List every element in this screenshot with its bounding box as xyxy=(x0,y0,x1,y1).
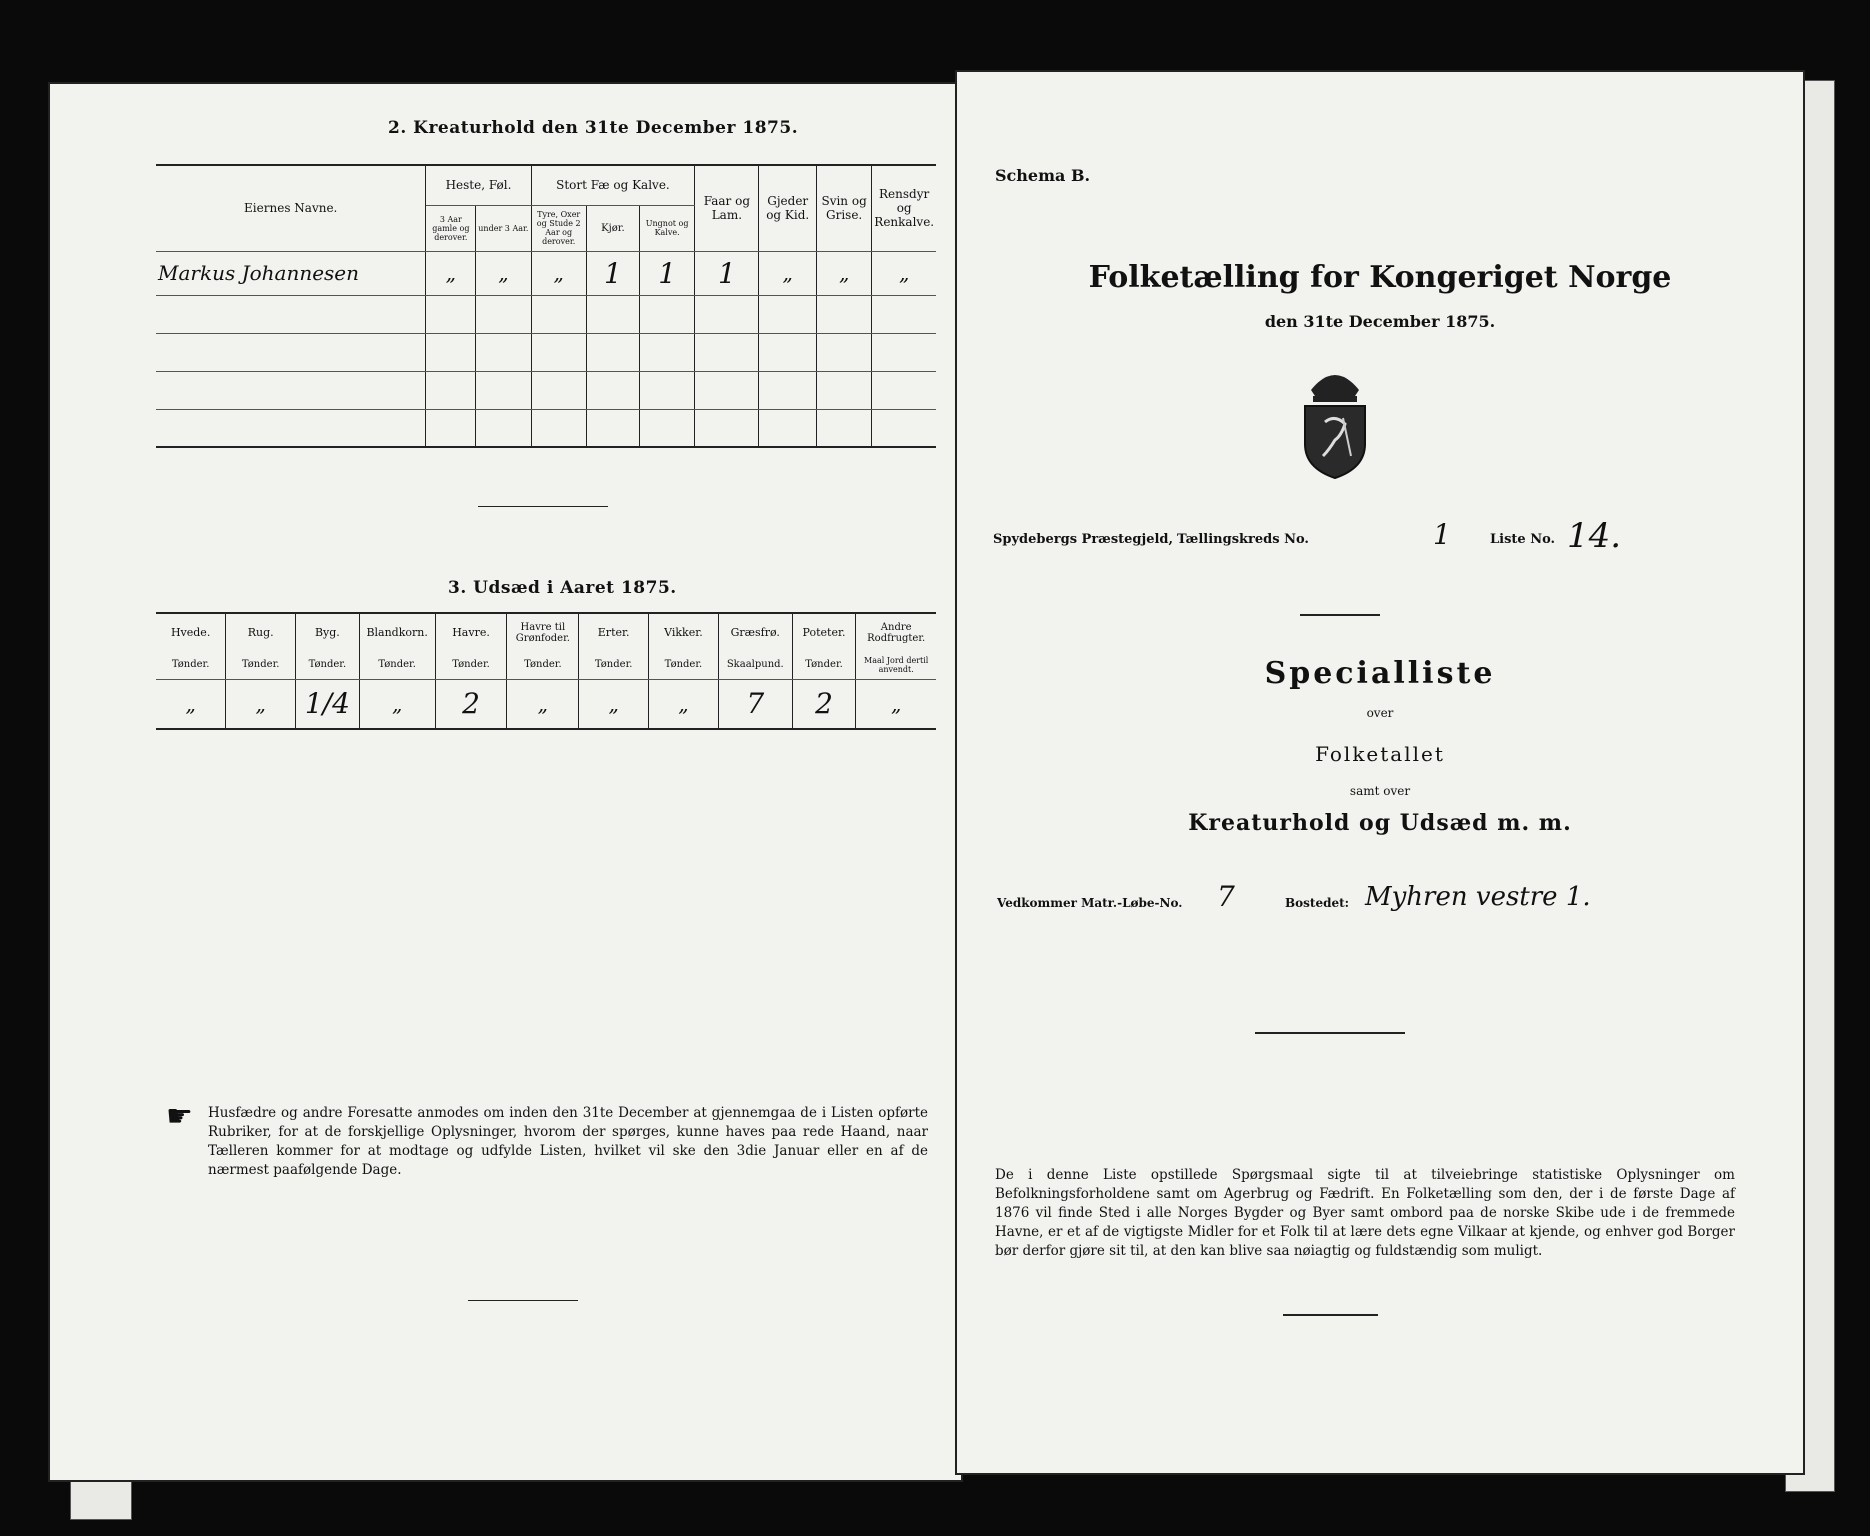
young-cattle-header: Ungnot og Kalve. xyxy=(639,205,694,251)
samt-over-text: samt over xyxy=(1349,784,1411,798)
pointing-hand-icon: ☛ xyxy=(166,1099,193,1134)
sowing-header-rye: Rug. xyxy=(226,613,296,651)
bosted-label: Bostedet: xyxy=(1285,896,1350,910)
bulls-cell: „ xyxy=(531,251,586,295)
sowing-value-potatoes: 2 xyxy=(792,679,856,729)
table-row xyxy=(156,371,936,409)
reindeer-cell: „ xyxy=(872,251,936,295)
list-label: Liste No. xyxy=(1490,532,1556,547)
horses-young-cell: „ xyxy=(476,251,531,295)
matr-label: Vedkommer Matr.-Løbe-No. xyxy=(997,896,1183,910)
sowing-value-grass-seed: 7 xyxy=(718,679,792,729)
goats-header: Gjeder og Kid. xyxy=(759,165,817,251)
sowing-value-root-crops: „ xyxy=(856,679,936,729)
specialliste-heading: Specialliste xyxy=(1264,656,1496,691)
right-page xyxy=(955,70,1805,1475)
sowing-header-vetch: Vikker. xyxy=(649,613,719,651)
district-label: Tællingskreds No. xyxy=(1177,532,1309,547)
cattle-header: Stort Fæ og Kalve. xyxy=(531,165,695,205)
sowing-unit: Tønder. xyxy=(296,651,360,679)
matr-number: 7 xyxy=(1217,880,1235,913)
livestock-section-title: 2. Kreaturhold den 31te December 1875. xyxy=(388,118,799,138)
horses-old-cell: „ xyxy=(426,251,476,295)
divider xyxy=(468,1300,578,1301)
sowing-unit: Skaalpund. xyxy=(718,651,792,679)
folketallet-heading: Folketallet xyxy=(1315,742,1445,766)
sowing-header-wheat: Hvede. xyxy=(156,613,226,651)
reindeer-header: Rensdyr og Renkalve. xyxy=(872,165,936,251)
sowing-value-barley: 1/4 xyxy=(296,679,360,729)
sowing-header-mixed-grain: Blandkorn. xyxy=(359,613,435,651)
livestock-table xyxy=(156,164,936,448)
sowing-value-mixed-grain: „ xyxy=(359,679,435,729)
sowing-unit: Tønder. xyxy=(792,651,856,679)
sowing-table xyxy=(156,612,936,730)
pigs-header: Svin og Grise. xyxy=(816,165,871,251)
sowing-section-title: 3. Udsæd i Aaret 1875. xyxy=(448,578,677,598)
table-row xyxy=(156,295,936,333)
horses-header: Heste, Føl. xyxy=(426,165,531,205)
sowing-value-vetch: „ xyxy=(649,679,719,729)
kreaturhold-heading: Kreaturhold og Udsæd m. m. xyxy=(1188,810,1572,836)
cows-header: Kjør. xyxy=(586,205,639,251)
sowing-unit: Tønder. xyxy=(507,651,579,679)
sowing-unit: Tønder. xyxy=(226,651,296,679)
sowing-unit: Tønder. xyxy=(579,651,649,679)
divider xyxy=(1255,1032,1405,1034)
schema-label: Schema B. xyxy=(995,166,1091,185)
census-purpose-text: De i denne Liste opstillede Spørgsmaal sigte til at tilveiebringe statistiske Oplysninger om Befolkningsforholdene samt om Agerbrug og Fædrift. En Folketælling som den, der i de første Dage af 1876 vil finde Sted i alle Norges Bygder og Byer samt ombord paa de norske Skibe ude i de fremmede Havne, er et af de vigtigste Midler for et Folk til at lære dets egne Vilkaar at kjende, og enhver god Borger bør derfor gjøre sit til, at den kan blive saa nøiagtig og fuldstændig som muligt. xyxy=(995,1167,1735,1259)
sowing-header-oats: Havre. xyxy=(435,613,507,651)
pigs-cell: „ xyxy=(816,251,871,295)
table-row xyxy=(156,409,936,447)
sowing-value-green-oats: „ xyxy=(507,679,579,729)
sowing-header-barley: Byg. xyxy=(296,613,360,651)
sowing-header-green-oats: Havre til Grønfoder. xyxy=(507,613,579,651)
owner-name-cell: Markus Johannesen xyxy=(156,251,426,295)
goats-cell: „ xyxy=(759,251,817,295)
parish-label: Spydebergs Præstegjeld, xyxy=(993,532,1174,547)
census-title: Folketælling for Kongeriget Norge xyxy=(1088,260,1672,295)
horses-old-header: 3 Aar gamle og derover. xyxy=(426,205,476,251)
sowing-unit: Tønder. xyxy=(156,651,226,679)
list-number: 14. xyxy=(1567,516,1622,556)
sowing-unit: Tønder. xyxy=(359,651,435,679)
coat-of-arms-icon xyxy=(1295,360,1375,480)
cows-cell: 1 xyxy=(586,251,639,295)
horses-young-header: under 3 Aar. xyxy=(476,205,531,251)
sowing-header-root-crops: Andre Rodfrugter. xyxy=(856,613,936,651)
sowing-value-wheat: „ xyxy=(156,679,226,729)
owner-name-header: Eiernes Navne. xyxy=(156,165,426,251)
sowing-value-oats: 2 xyxy=(435,679,507,729)
sheep-cell: 1 xyxy=(695,251,759,295)
sowing-value-rye: „ xyxy=(226,679,296,729)
sheep-header: Faar og Lam. xyxy=(695,165,759,251)
sowing-unit: Tønder. xyxy=(435,651,507,679)
divider xyxy=(478,506,608,507)
table-row xyxy=(156,333,936,371)
household-footnote: Husfædre og andre Foresatte anmodes om inden den 31te December at gjennemgaa de i Listen opførte Rubriker, for at de forskjellige Oplysninger, hvorom der spørges, kunne haves paa rede Haand, naar Tælleren kommer for at modtage og udfylde Listen, hvilket vil ske den 3die Januar eller en af de nærmest paafølgende Dage. xyxy=(208,1105,928,1178)
sowing-unit: Tønder. xyxy=(649,651,719,679)
sowing-header-peas: Erter. xyxy=(579,613,649,651)
sowing-header-grass-seed: Græsfrø. xyxy=(718,613,792,651)
divider xyxy=(1283,1314,1378,1316)
young-cattle-cell: 1 xyxy=(639,251,694,295)
sowing-value-peas: „ xyxy=(579,679,649,729)
left-page xyxy=(48,82,963,1482)
bulls-header: Tyre, Oxer og Stude 2 Aar og derover. xyxy=(531,205,586,251)
bosted-value: Myhren vestre 1. xyxy=(1365,882,1591,912)
over-text-1: over xyxy=(1366,706,1394,720)
census-date: den 31te December 1875. xyxy=(1264,312,1496,331)
district-number: 1 xyxy=(1433,518,1451,551)
sowing-unit: Maal Jord dertil anvendt. xyxy=(856,651,936,679)
divider xyxy=(1300,614,1380,616)
sowing-header-potatoes: Poteter. xyxy=(792,613,856,651)
